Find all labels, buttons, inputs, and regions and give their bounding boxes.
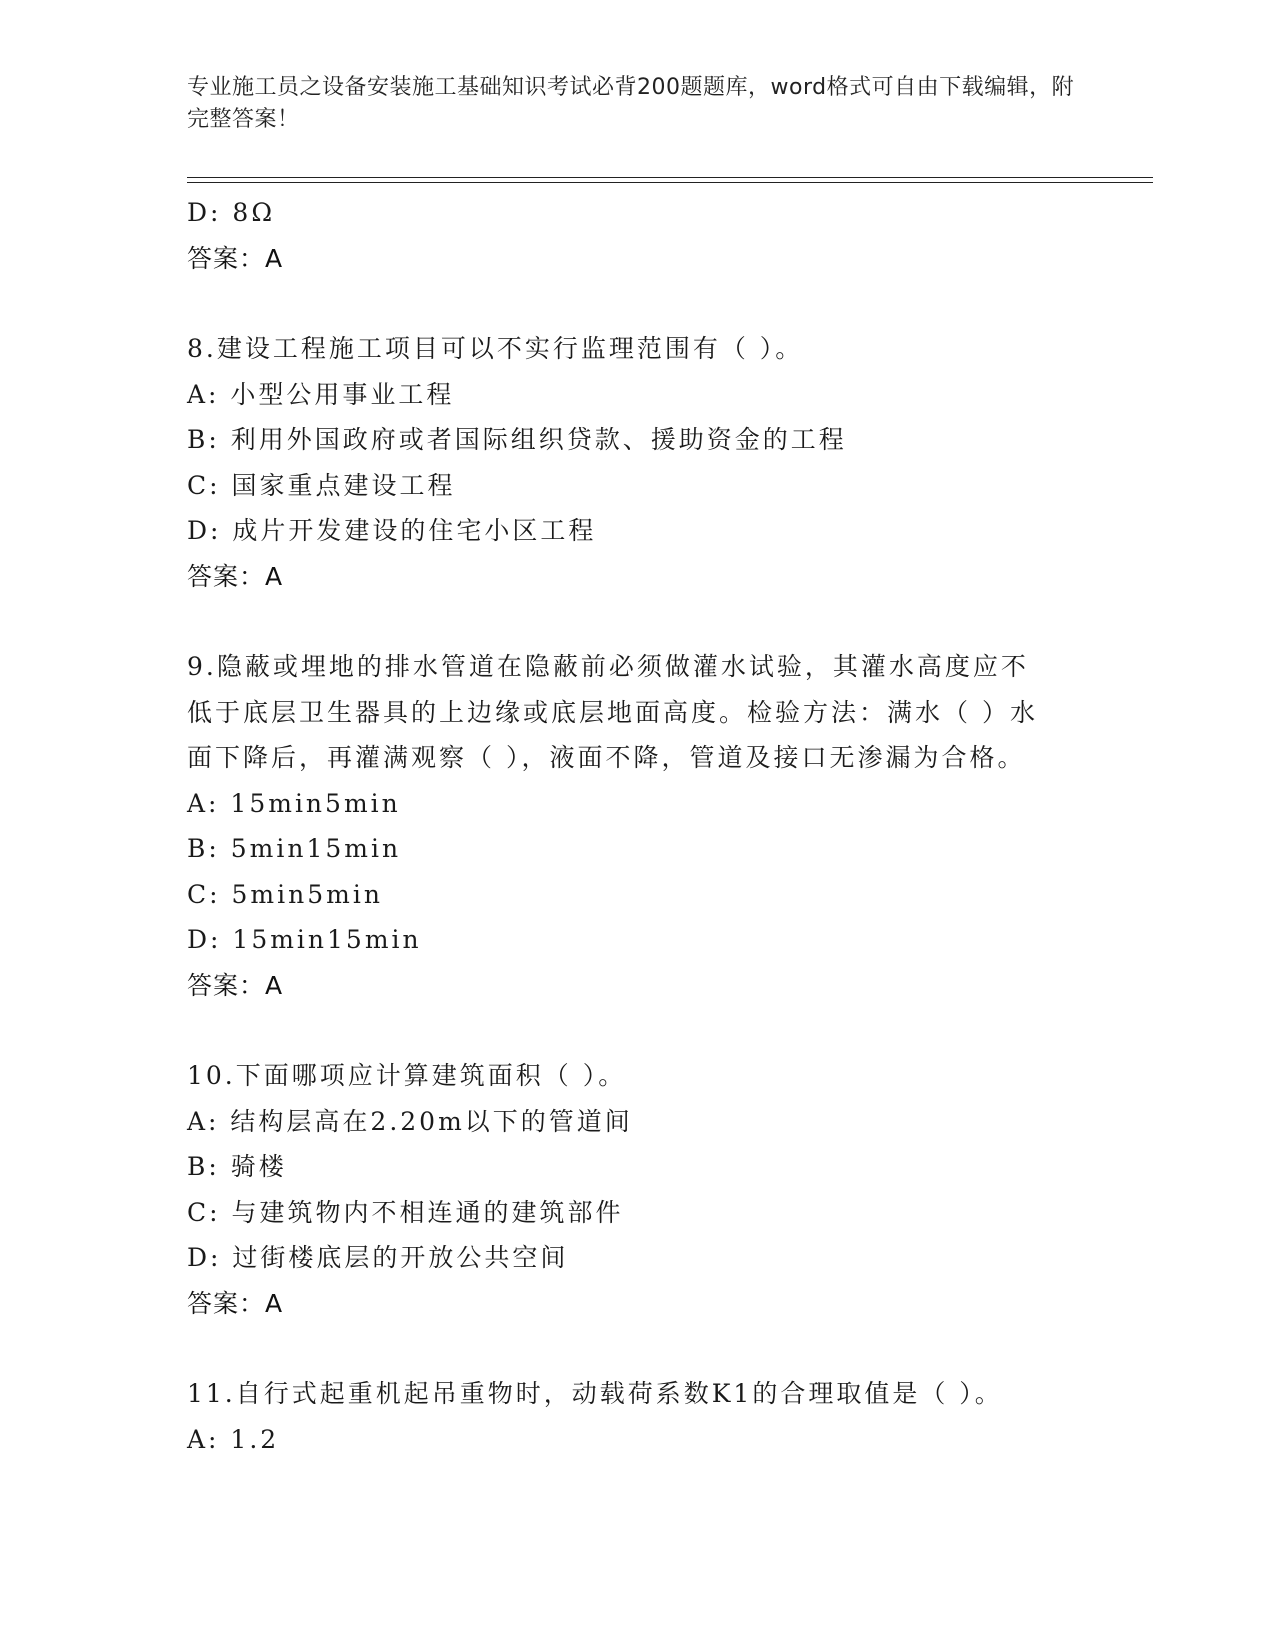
question-stem-line-1: 9.隐蔽或埋地的排水管道在隐蔽前必须做灌水试验，其灌水高度应不	[187, 652, 1029, 681]
question-stem: 8.建设工程施工项目可以不实行监理范围有（ ）。	[187, 334, 804, 363]
option-b: B: 5min15min	[187, 834, 402, 863]
document-title: 专业施工员之设备安装施工基础知识考试必背200题题库，word格式可自由下载编辑，附完整答案！	[187, 75, 1075, 132]
option-c: C: 国家重点建设工程	[187, 470, 456, 500]
question-10	[187, 1053, 1147, 1326]
answer-line: 答案：A	[187, 1288, 284, 1318]
option-c: C: 与建筑物内不相连通的建筑部件	[187, 1197, 624, 1227]
spacer	[187, 599, 1147, 644]
answer-line: 答案：A	[187, 561, 284, 591]
question-stem-line-2: 低于底层卫生器具的上边缘或底层地面高度。检验方法：满水（ ）水	[187, 697, 1038, 727]
spacer	[187, 1326, 1147, 1371]
question-11	[187, 1371, 1147, 1462]
spacer	[187, 281, 1147, 326]
question-8	[187, 326, 1147, 599]
option-a: A: 结构层高在2.20m以下的管道间	[187, 1106, 633, 1136]
question-stem: 10.下面哪项应计算建筑面积（ ）。	[187, 1061, 627, 1090]
question-stem-line-3: 面下降后，再灌满观察（ ），液面不降，管道及接口无渗漏为合格。	[187, 743, 1026, 772]
option-a: A: 15min5min	[187, 788, 401, 818]
option-d: D: 8Ω	[187, 198, 276, 227]
option-d: D: 15min15min	[187, 925, 422, 954]
question-stem: 11.自行式起重机起吊重物时，动载荷系数K1的合理取值是（ ）。	[187, 1379, 1003, 1408]
question-list	[187, 190, 1147, 1462]
option-a: A: 1.2	[187, 1424, 280, 1454]
header-rule-bottom	[187, 182, 1153, 183]
document-header	[187, 72, 1087, 136]
question-9	[187, 644, 1147, 1008]
spacer	[187, 1008, 1147, 1053]
option-c: C: 5min5min	[187, 879, 383, 909]
answer-line: 答案：A	[187, 970, 284, 1000]
option-a: A: 小型公用事业工程	[187, 379, 455, 409]
answer-line: 答案：A	[187, 243, 284, 273]
option-b: B: 利用外国政府或者国际组织贷款、援助资金的工程	[187, 425, 847, 454]
header-rule-top	[187, 177, 1153, 178]
option-d: D: 过街楼底层的开放公共空间	[187, 1243, 569, 1272]
option-d: D: 成片开发建设的住宅小区工程	[187, 516, 597, 545]
option-b: B: 骑楼	[187, 1152, 287, 1181]
